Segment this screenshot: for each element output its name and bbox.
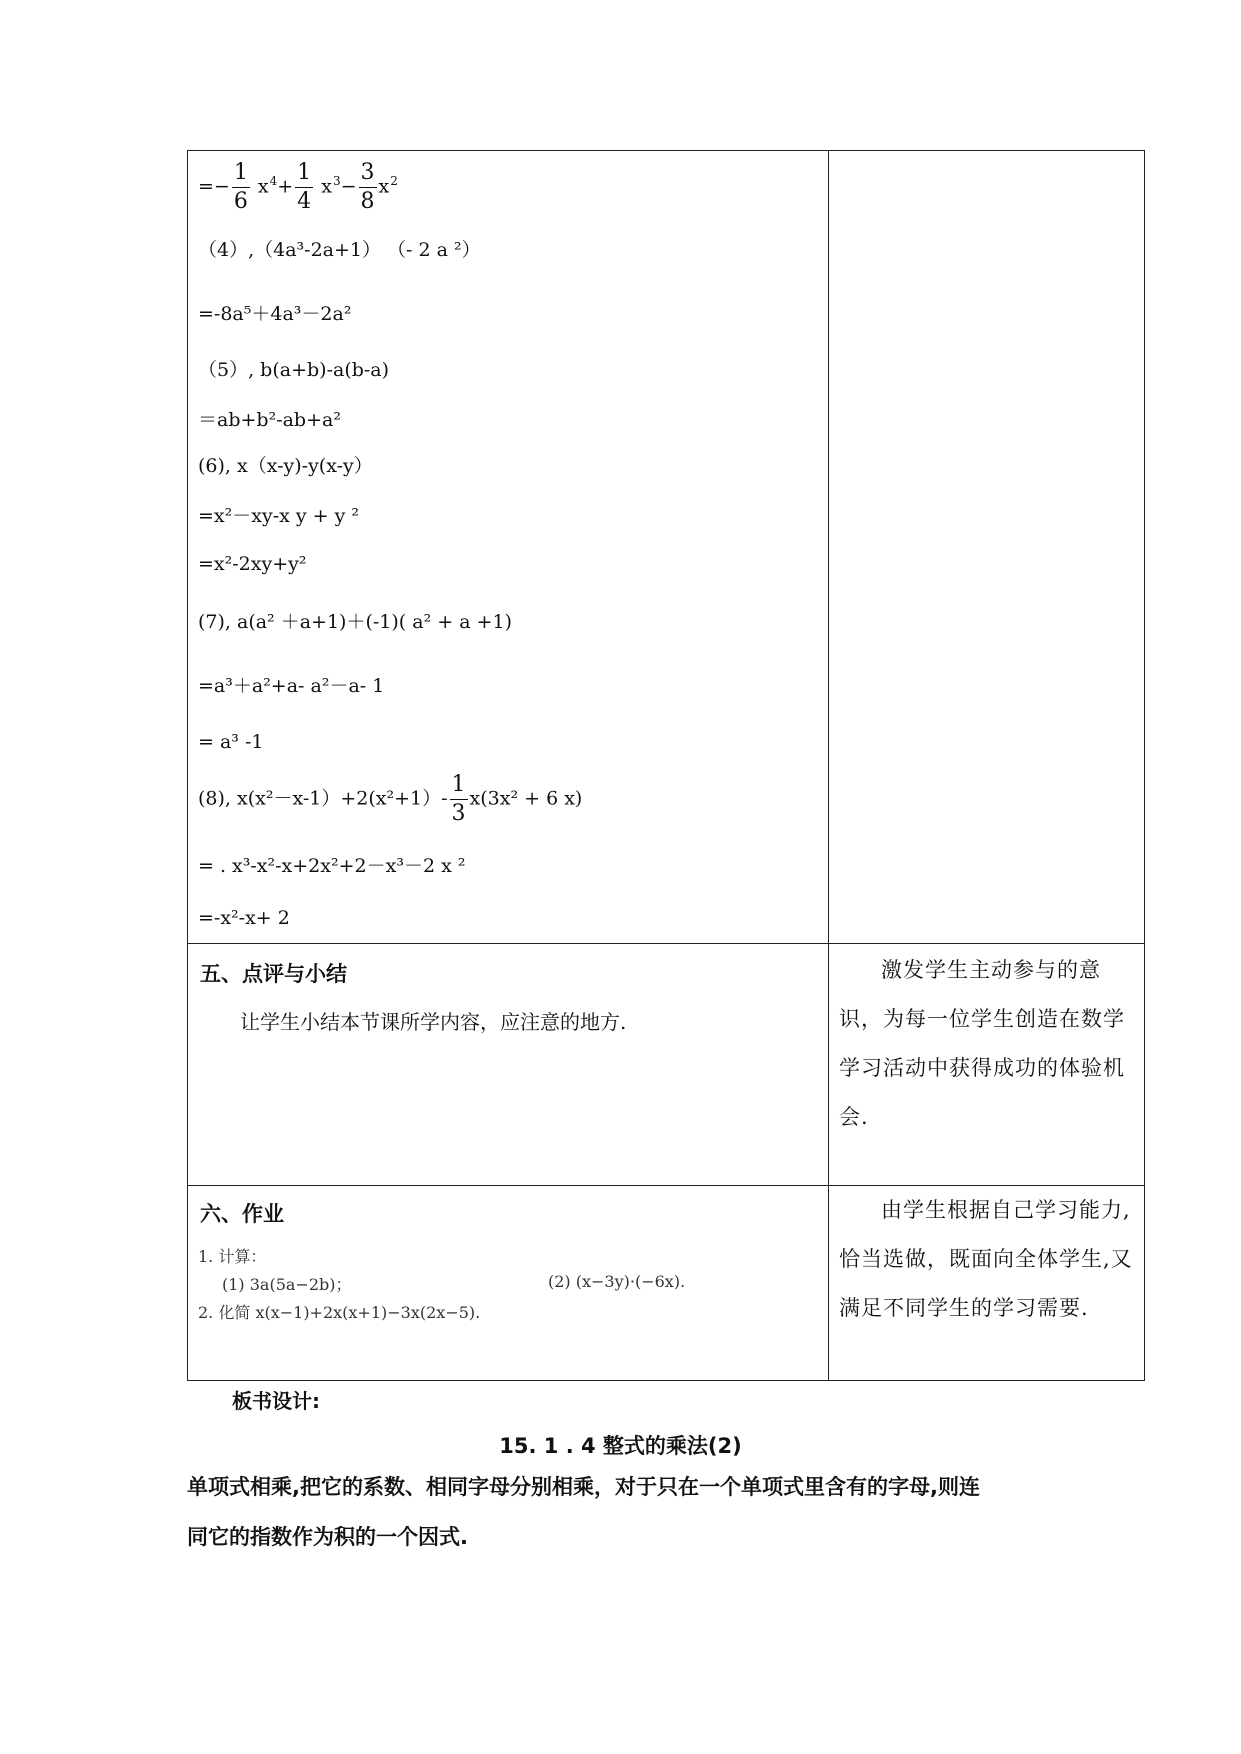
lesson-table bbox=[187, 150, 1145, 1381]
step-line-13: = . x³-x²-x+2x²+2－x³－2 x ² bbox=[198, 855, 466, 877]
summary-cell bbox=[188, 944, 829, 1186]
summary-note-cell bbox=[829, 944, 1145, 1186]
board-rule-line-1: 单项式相乘,把它的系数、相同字母分别相乘，对于只在一个单项式里含有的字母,则连 bbox=[187, 1475, 980, 1499]
homework-cell bbox=[188, 1186, 829, 1381]
fraction: $\frac{3}{8}$ bbox=[360, 160, 375, 214]
fraction: $\frac{1}{4}$ bbox=[297, 160, 312, 214]
step-line-2: （4）,（4a³-2a+1） （- 2 a ²） bbox=[198, 239, 481, 261]
step-line-4: （5）, b(a+b)-a(b-a) bbox=[198, 359, 390, 381]
homework-q1a: (1) 3a(5a−2b)； bbox=[222, 1275, 352, 1294]
summary-heading: 五、点评与小结 bbox=[200, 962, 347, 986]
step-line-11: = a³ -1 bbox=[198, 731, 264, 753]
step-line-10: =a³＋a²+a- a²－a- 1 bbox=[198, 675, 385, 697]
step-line-7: =x²－xy-x y + y ² bbox=[198, 505, 359, 527]
summary-text: 让学生小结本节课所学内容，应注意的地方. bbox=[240, 1010, 627, 1034]
board-title: 15. 1 . 4 整式的乘法(2) bbox=[499, 1434, 742, 1458]
homework-note: 由学生根据自己学习能力,恰当选做，既面向全体学生,又满足不同学生的学习需要. bbox=[839, 1198, 1133, 1320]
homework-note-cell bbox=[829, 1186, 1145, 1381]
step-line-8: =x²-2xy+y² bbox=[198, 553, 307, 575]
table-row bbox=[188, 1186, 1145, 1381]
step-line-9: (7), a(a² ＋a+1)＋(-1)( a² + a +1) bbox=[198, 611, 512, 633]
fraction: $\frac{1}{3}$ bbox=[451, 772, 466, 826]
board-label: 板书设计: bbox=[232, 1389, 320, 1413]
fraction: $\frac{1}{6}$ bbox=[233, 160, 248, 214]
step-line-6: (6), x（x-y)-y(x-y） bbox=[198, 455, 373, 477]
table-row bbox=[188, 151, 1145, 944]
homework-q1: 1. 计算： bbox=[198, 1247, 267, 1266]
step-line-14: =-x²-x+ 2 bbox=[198, 907, 290, 929]
step-line-1: =− $\frac{1}{6}$ $x^4+$ $\frac{1}{4}$ $x^3-$ $\frac{3}{8}$ $x^2$ bbox=[198, 160, 398, 214]
homework-heading: 六、作业 bbox=[200, 1202, 284, 1226]
summary-note: 激发学生主动参与的意识，为每一位学生创造在数学学习活动中获得成功的体验机会. bbox=[839, 958, 1125, 1129]
step-line-12: (8), x(x²－x-1）+2(x²+1）- $\frac{1}{3}$ x(3x² + 6 x) bbox=[198, 772, 583, 826]
worked-examples-cell bbox=[188, 151, 829, 944]
table-row bbox=[188, 944, 1145, 1186]
board-rule-line-2: 同它的指数作为积的一个因式. bbox=[187, 1525, 468, 1549]
homework-q2: 2. 化简 x(x−1)+2x(x+1)−3x(2x−5). bbox=[198, 1303, 481, 1322]
empty-notes-cell bbox=[829, 151, 1145, 944]
step-line-3: =-8a⁵＋4a³－2a² bbox=[198, 303, 352, 325]
homework-q1b: (2) (x−3y)·(−6x). bbox=[548, 1272, 686, 1291]
step-line-5: ＝ab+b²-ab+a² bbox=[198, 409, 341, 431]
